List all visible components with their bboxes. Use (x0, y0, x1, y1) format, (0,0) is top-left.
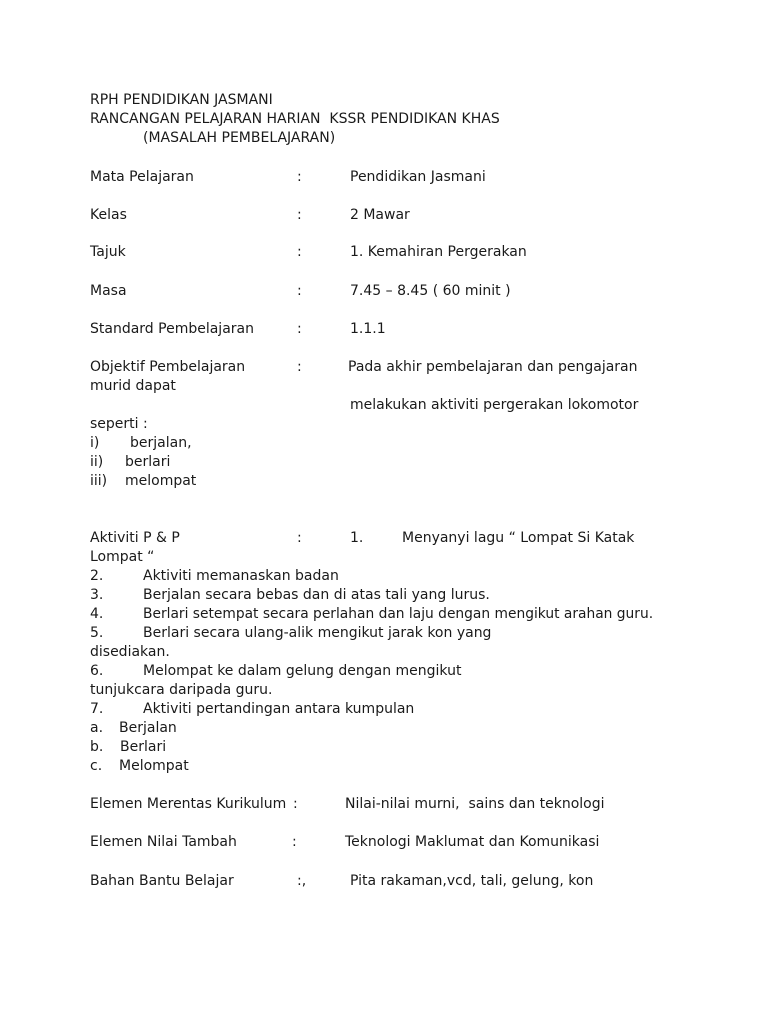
field-label-aktiviti: Aktiviti P & P (90, 530, 180, 546)
list-marker: i) (90, 435, 100, 451)
doc-title: RPH PENDIDIKAN JASMANI (90, 92, 273, 108)
field-label-objektif: Objektif Pembelajaran (90, 359, 246, 375)
list-item: berjalan, (130, 435, 192, 451)
step-continuation: tunjukcara daripada guru. (90, 682, 273, 698)
field-value-tajuk: 1. Kemahiran Pergerakan (350, 244, 527, 260)
list-item: berlari (125, 454, 171, 470)
list-marker: c. (90, 758, 103, 774)
step-text: Berlari setempat secara perlahan dan laju dengan mengikut arahan guru. (143, 606, 654, 622)
field-label-bahan: Bahan Bantu Belajar (90, 873, 234, 889)
step-marker: 5. (90, 625, 104, 641)
field-value-nilai-tambah: Teknologi Maklumat dan Komunikasi (345, 834, 600, 850)
list-item: melompat (125, 473, 197, 489)
field-label-masa: Masa (90, 283, 127, 299)
field-separator: : (297, 321, 302, 337)
field-value-bahan: Pita rakaman,vcd, tali, gelung, kon (350, 873, 594, 889)
step-text: Berjalan secara bebas dan di atas tali yang lurus. (143, 587, 490, 603)
field-value-masa: 7.45 – 8.45 ( 60 minit ) (350, 283, 511, 299)
field-separator: : (297, 530, 302, 546)
field-separator: : (297, 283, 302, 299)
doc-subtitle: RANCANGAN PELAJARAN HARIAN KSSR PENDIDIKAN KHAS (90, 111, 500, 127)
doc-subtitle-category: (MASALAH PEMBELAJARAN) (143, 130, 336, 146)
field-label-mata-pelajaran: Mata Pelajaran (90, 169, 194, 185)
step-marker: 4. (90, 606, 104, 622)
field-separator: : (292, 834, 297, 850)
step-marker: 6. (90, 663, 104, 679)
field-separator: :, (297, 873, 307, 889)
step-continuation: Lompat “ (90, 549, 155, 565)
field-value-standard: 1.1.1 (350, 321, 386, 337)
step-continuation: disediakan. (90, 644, 170, 660)
step-marker: 3. (90, 587, 104, 603)
list-marker: a. (90, 720, 104, 736)
objektif-seperti: seperti : (90, 416, 148, 432)
field-separator: : (297, 207, 302, 223)
list-item: Melompat (119, 758, 189, 774)
objektif-continuation: murid dapat (90, 378, 176, 394)
step-marker: 2. (90, 568, 104, 584)
list-marker: b. (90, 739, 104, 755)
step-text: Aktiviti pertandingan antara kumpulan (143, 701, 415, 717)
field-label-nilai-tambah: Elemen Nilai Tambah (90, 834, 237, 850)
field-value-objektif-line2: melakukan aktiviti pergerakan lokomotor (350, 397, 639, 413)
field-value-mata-pelajaran: Pendidikan Jasmani (350, 169, 486, 185)
field-label-standard: Standard Pembelajaran (90, 321, 254, 337)
list-marker: ii) (90, 454, 104, 470)
list-item: Berjalan (119, 720, 177, 736)
field-label-tajuk: Tajuk (90, 244, 126, 260)
step-text: Menyanyi lagu “ Lompat Si Katak (402, 530, 635, 546)
field-separator: : (293, 796, 298, 812)
field-label-kelas: Kelas (90, 207, 127, 223)
field-separator: : (297, 169, 302, 185)
step-text: Aktiviti memanaskan badan (143, 568, 339, 584)
field-value-kelas: 2 Mawar (350, 207, 410, 223)
step-text: Melompat ke dalam gelung dengan mengikut (143, 663, 462, 679)
list-item: Berlari (120, 739, 167, 755)
field-separator: : (297, 244, 302, 260)
field-value-merentas: Nilai-nilai murni, sains dan teknologi (345, 796, 605, 812)
field-separator: : (297, 359, 302, 375)
step-marker: 7. (90, 701, 104, 717)
list-marker: iii) (90, 473, 108, 489)
step-marker: 1. (350, 530, 364, 546)
step-text: Berlari secara ulang-alik mengikut jarak kon yang (143, 625, 492, 641)
field-value-objektif: Pada akhir pembelajaran dan pengajaran (348, 359, 638, 375)
field-label-merentas: Elemen Merentas Kurikulum (90, 796, 287, 812)
